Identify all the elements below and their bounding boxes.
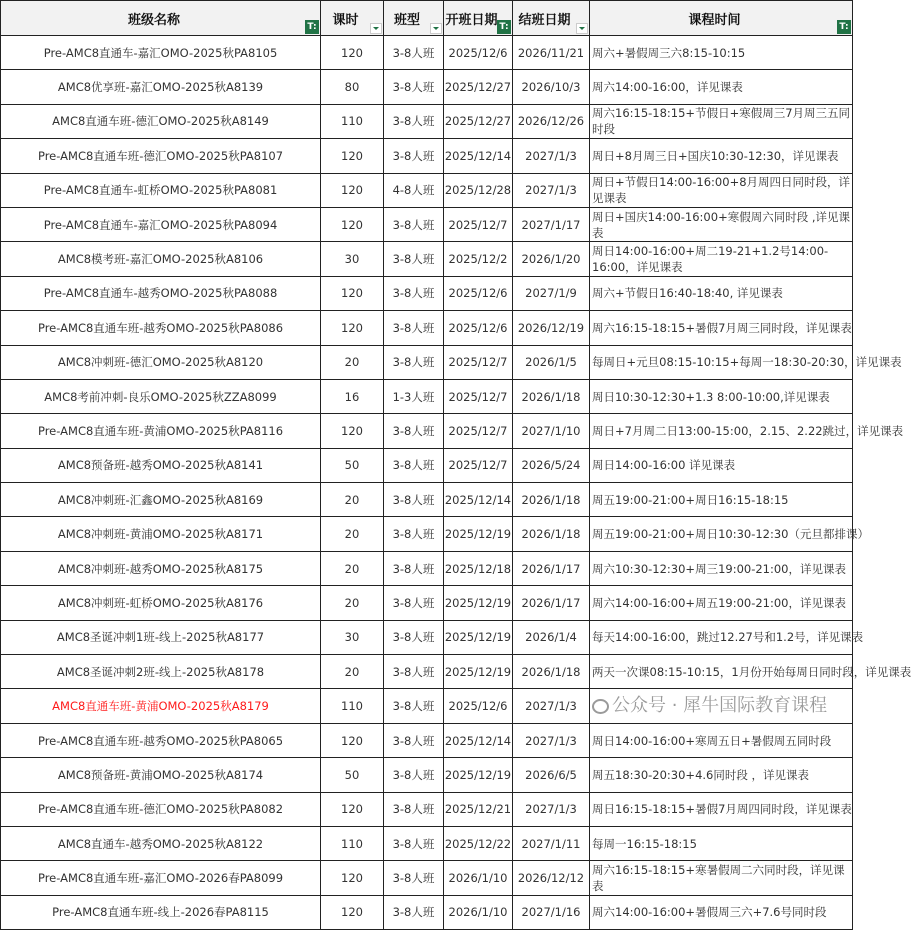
cell-start-date[interactable]: 2025/12/7 xyxy=(444,379,513,413)
cell-hours[interactable]: 120 xyxy=(321,723,384,757)
cell-schedule[interactable]: 周日10:30-12:30+1.3 8:00-10:00,详见课表 xyxy=(590,379,853,413)
cell-end-date[interactable]: 2026/12/26 xyxy=(513,104,590,138)
table-row xyxy=(1,792,853,826)
cell-hours[interactable]: 20 xyxy=(321,483,384,517)
cell-class-type[interactable]: 3-8人班 xyxy=(384,36,444,70)
cell-class-type[interactable]: 3-8人班 xyxy=(384,723,444,757)
cell-start-date[interactable]: 2026/1/10 xyxy=(444,861,513,895)
cell-hours[interactable]: 20 xyxy=(321,655,384,689)
cell-end-date[interactable]: 2026/1/18 xyxy=(513,655,590,689)
cell-start-date[interactable]: 2025/12/19 xyxy=(444,758,513,792)
cell-schedule[interactable]: 周日14:00-16:00 详见课表 xyxy=(590,448,853,482)
cell-class-name[interactable]: Pre-AMC8直通车-嘉汇OMO-2025秋PA8094 xyxy=(1,207,321,241)
cell-class-type[interactable]: 3-8人班 xyxy=(384,104,444,138)
cell-schedule[interactable]: 两天一次课08:15-10:15，1月份开始每周日同时段，详见课表 xyxy=(590,655,853,689)
cell-end-date[interactable]: 2026/5/24 xyxy=(513,448,590,482)
table-row xyxy=(1,483,853,517)
cell-class-name[interactable]: Pre-AMC8直通车-虹桥OMO-2025秋PA8081 xyxy=(1,173,321,207)
table-row xyxy=(1,139,853,173)
cell-hours[interactable]: 20 xyxy=(321,517,384,551)
cell-hours[interactable]: 110 xyxy=(321,104,384,138)
table-row xyxy=(1,758,853,792)
cell-schedule[interactable]: 每周一16:15-18:15 xyxy=(590,826,853,860)
cell-class-type[interactable]: 3-8人班 xyxy=(384,483,444,517)
cell-schedule[interactable]: 周六14:00-16:00+暑假周三六+7.6号同时段 xyxy=(590,895,853,929)
table-row xyxy=(1,655,853,689)
cell-class-type[interactable]: 3-8人班 xyxy=(384,517,444,551)
cell-schedule[interactable]: 周日+7月周二日13:00-15:00，2.15、2.22跳过，详见课表 xyxy=(590,414,853,448)
table-row xyxy=(1,517,853,551)
cell-class-type[interactable]: 3-8人班 xyxy=(384,586,444,620)
cell-start-date[interactable]: 2025/12/14 xyxy=(444,139,513,173)
table-row xyxy=(1,379,853,413)
cell-hours[interactable]: 120 xyxy=(321,895,384,929)
cell-class-name[interactable]: Pre-AMC8直通车班-越秀OMO-2025秋PA8065 xyxy=(1,723,321,757)
cell-schedule[interactable]: 周六16:15-18:15+寒暑假周二六同时段，详见课表 xyxy=(590,861,853,895)
cell-class-type[interactable]: 3-8人班 xyxy=(384,414,444,448)
cell-class-type[interactable]: 3-8人班 xyxy=(384,655,444,689)
cell-start-date[interactable]: 2025/12/7 xyxy=(444,448,513,482)
cell-class-name[interactable]: Pre-AMC8直通车班-线上-2026春PA8115 xyxy=(1,895,321,929)
watermark-text: 公众号 · 犀牛国际教育课程 xyxy=(612,695,828,717)
table-row xyxy=(1,620,853,654)
table-row xyxy=(1,104,853,138)
cell-class-type[interactable]: 1-3人班 xyxy=(384,379,444,413)
table-row xyxy=(1,895,853,929)
cell-end-date[interactable]: 2026/1/17 xyxy=(513,586,590,620)
cell-end-date[interactable]: 2026/1/5 xyxy=(513,345,590,379)
cell-class-type[interactable]: 3-8人班 xyxy=(384,895,444,929)
filter-active-icon[interactable]: T: xyxy=(837,20,851,34)
cell-start-date[interactable]: 2025/12/27 xyxy=(444,70,513,104)
cell-start-date[interactable]: 2025/12/2 xyxy=(444,242,513,276)
cell-class-type[interactable]: 3-8人班 xyxy=(384,758,444,792)
cell-end-date[interactable]: 2027/1/3 xyxy=(513,139,590,173)
cell-hours[interactable]: 110 xyxy=(321,689,384,723)
header-class-type[interactable] xyxy=(384,1,444,36)
cell-start-date[interactable]: 2025/12/7 xyxy=(444,207,513,241)
cell-start-date[interactable]: 2025/12/7 xyxy=(444,345,513,379)
cell-class-name[interactable]: Pre-AMC8直通车班-德汇OMO-2025秋PA8082 xyxy=(1,792,321,826)
cell-end-date[interactable]: 2026/1/17 xyxy=(513,551,590,585)
cell-start-date[interactable]: 2025/12/6 xyxy=(444,689,513,723)
cell-class-type[interactable]: 3-8人班 xyxy=(384,826,444,860)
filter-dropdown-icon[interactable] xyxy=(430,23,442,34)
cell-hours[interactable]: 110 xyxy=(321,826,384,860)
table-row xyxy=(1,276,853,310)
table-row xyxy=(1,311,853,345)
cell-start-date[interactable]: 2025/12/7 xyxy=(444,414,513,448)
header-label: 班型 xyxy=(393,12,420,28)
cell-end-date[interactable]: 2027/1/3 xyxy=(513,723,590,757)
cell-class-name[interactable]: AMC8直通车班-黄浦OMO-2025秋A8179 xyxy=(1,689,321,723)
cell-class-type[interactable]: 4-8人班 xyxy=(384,173,444,207)
cell-schedule[interactable]: 周六+节假日16:40-18:40, 详见课表 xyxy=(590,276,853,310)
wechat-icon xyxy=(592,699,609,714)
cell-hours[interactable]: 120 xyxy=(321,414,384,448)
table-row xyxy=(1,689,853,723)
cell-start-date[interactable]: 2025/12/21 xyxy=(444,792,513,826)
table-row xyxy=(1,70,853,104)
cell-class-name[interactable]: AMC8直通车班-德汇OMO-2025秋A8149 xyxy=(1,104,321,138)
cell-class-name[interactable]: Pre-AMC8直通车班-越秀OMO-2025秋PA8086 xyxy=(1,311,321,345)
header-label: 班级名称 xyxy=(127,12,180,28)
table-row xyxy=(1,36,853,70)
cell-end-date[interactable]: 2027/1/17 xyxy=(513,207,590,241)
cell-start-date[interactable]: 2025/12/19 xyxy=(444,655,513,689)
cell-schedule[interactable]: 周日+国庆14:00-16:00+寒假周六同时段 ,详见课表 xyxy=(590,207,853,241)
cell-end-date[interactable]: 2027/1/11 xyxy=(513,826,590,860)
cell-class-name[interactable]: Pre-AMC8直通车班-德汇OMO-2025秋PA8107 xyxy=(1,139,321,173)
cell-class-type[interactable]: 3-8人班 xyxy=(384,620,444,654)
cell-schedule[interactable] xyxy=(590,689,853,723)
cell-hours[interactable]: 30 xyxy=(321,242,384,276)
table-row xyxy=(1,345,853,379)
cell-class-name[interactable]: AMC8冲刺班-汇鑫OMO-2025秋A8169 xyxy=(1,483,321,517)
cell-class-type[interactable]: 3-8人班 xyxy=(384,861,444,895)
cell-hours[interactable]: 80 xyxy=(321,70,384,104)
cell-start-date[interactable]: 2025/12/27 xyxy=(444,104,513,138)
cell-class-name[interactable]: AMC8模考班-嘉汇OMO-2025秋A8106 xyxy=(1,242,321,276)
cell-schedule[interactable]: 周日14:00-16:00+寒周五日+暑假周五同时段 xyxy=(590,723,853,757)
cell-hours[interactable]: 120 xyxy=(321,861,384,895)
cell-class-type[interactable]: 3-8人班 xyxy=(384,70,444,104)
cell-hours[interactable]: 120 xyxy=(321,207,384,241)
cell-start-date[interactable]: 2025/12/19 xyxy=(444,586,513,620)
cell-schedule[interactable]: 周六10:30-12:30+周三19:00-21:00，详见课表 xyxy=(590,551,853,585)
cell-hours[interactable]: 20 xyxy=(321,586,384,620)
cell-hours[interactable]: 50 xyxy=(321,758,384,792)
header-start-date[interactable] xyxy=(444,1,513,36)
cell-schedule[interactable]: 周六16:15-18:15+节假日+寒假周三7月周三五同时段 xyxy=(590,104,853,138)
cell-class-name[interactable]: AMC8预备班-黄浦OMO-2025秋A8174 xyxy=(1,758,321,792)
cell-start-date[interactable]: 2025/12/6 xyxy=(444,276,513,310)
cell-class-name[interactable]: AMC8冲刺班-德汇OMO-2025秋A8120 xyxy=(1,345,321,379)
header-schedule[interactable] xyxy=(590,1,853,36)
header-row xyxy=(1,1,853,36)
cell-start-date[interactable]: 2025/12/19 xyxy=(444,620,513,654)
cell-end-date[interactable]: 2026/1/18 xyxy=(513,379,590,413)
cell-class-name[interactable]: Pre-AMC8直通车班-嘉汇OMO-2026春PA8099 xyxy=(1,861,321,895)
header-label: 开班日期 xyxy=(445,12,498,28)
cell-schedule[interactable]: 周六14:00-16:00，详见课表 xyxy=(590,70,853,104)
cell-class-name[interactable]: AMC8冲刺班-虹桥OMO-2025秋A8176 xyxy=(1,586,321,620)
cell-class-type[interactable]: 3-8人班 xyxy=(384,689,444,723)
cell-class-name[interactable]: AMC8冲刺班-黄浦OMO-2025秋A8171 xyxy=(1,517,321,551)
cell-class-name[interactable]: AMC8冲刺班-越秀OMO-2025秋A8175 xyxy=(1,551,321,585)
filter-dropdown-icon[interactable] xyxy=(370,23,382,34)
header-class-name[interactable] xyxy=(1,1,321,36)
cell-class-type[interactable]: 3-8人班 xyxy=(384,551,444,585)
cell-schedule[interactable]: 每天14:00-16:00，跳过12.27号和1.2号，详见课表 xyxy=(590,620,853,654)
cell-class-type[interactable]: 3-8人班 xyxy=(384,242,444,276)
header-label: 结班日期 xyxy=(518,12,571,28)
cell-start-date[interactable]: 2025/12/6 xyxy=(444,311,513,345)
cell-end-date[interactable]: 2027/1/3 xyxy=(513,173,590,207)
cell-schedule[interactable]: 周六14:00-16:00+周五19:00-21:00，详见课表 xyxy=(590,586,853,620)
table-row xyxy=(1,242,853,276)
cell-start-date[interactable]: 2025/12/19 xyxy=(444,517,513,551)
cell-hours[interactable]: 120 xyxy=(321,792,384,826)
header-label: 课程时间 xyxy=(688,12,741,28)
cell-hours[interactable]: 20 xyxy=(321,345,384,379)
table-row xyxy=(1,173,853,207)
cell-schedule[interactable]: 每周日+元旦08:15-10:15+每周一18:30-20:30，详见课表 xyxy=(590,345,853,379)
cell-schedule[interactable]: 周日+8月周三日+国庆10:30-12:30，详见课表 xyxy=(590,139,853,173)
cell-end-date[interactable]: 2026/10/3 xyxy=(513,70,590,104)
table-row xyxy=(1,448,853,482)
cell-end-date[interactable]: 2026/11/21 xyxy=(513,36,590,70)
cell-class-name[interactable]: Pre-AMC8直通车-嘉汇OMO-2025秋PA8105 xyxy=(1,36,321,70)
cell-class-name[interactable]: AMC8预备班-越秀OMO-2025秋A8141 xyxy=(1,448,321,482)
cell-start-date[interactable]: 2025/12/14 xyxy=(444,723,513,757)
cell-class-name[interactable]: AMC8考前冲刺-良乐OMO-2025秋ZZA8099 xyxy=(1,379,321,413)
cell-class-name[interactable]: AMC8圣诞冲刺2班-线上-2025秋A8178 xyxy=(1,655,321,689)
cell-start-date[interactable]: 2025/12/22 xyxy=(444,826,513,860)
cell-start-date[interactable]: 2025/12/14 xyxy=(444,483,513,517)
cell-end-date[interactable]: 2026/1/18 xyxy=(513,517,590,551)
cell-start-date[interactable]: 2025/12/28 xyxy=(444,173,513,207)
cell-start-date[interactable]: 2025/12/6 xyxy=(444,36,513,70)
cell-end-date[interactable]: 2026/12/19 xyxy=(513,311,590,345)
cell-schedule[interactable]: 周六+暑假周三六8:15-10:15 xyxy=(590,36,853,70)
cell-hours[interactable]: 120 xyxy=(321,173,384,207)
header-hours[interactable] xyxy=(321,1,384,36)
cell-class-name[interactable]: AMC8优享班-嘉汇OMO-2025秋A8139 xyxy=(1,70,321,104)
cell-schedule[interactable]: 周日+节假日14:00-16:00+8月周四日同时段，详见课表 xyxy=(590,173,853,207)
cell-class-type[interactable]: 3-8人班 xyxy=(384,792,444,826)
cell-class-name[interactable]: AMC8直通车-越秀OMO-2025秋A8122 xyxy=(1,826,321,860)
table-row xyxy=(1,414,853,448)
cell-class-type[interactable]: 3-8人班 xyxy=(384,276,444,310)
filter-active-icon[interactable]: T: xyxy=(305,20,319,34)
cell-end-date[interactable]: 2027/1/3 xyxy=(513,792,590,826)
cell-hours[interactable]: 120 xyxy=(321,276,384,310)
filter-dropdown-icon[interactable] xyxy=(576,23,588,34)
table-row xyxy=(1,861,853,895)
cell-class-type[interactable]: 3-8人班 xyxy=(384,448,444,482)
cell-schedule[interactable]: 周五18:30-20:30+4.6同时段 ，详见课表 xyxy=(590,758,853,792)
cell-hours[interactable]: 50 xyxy=(321,448,384,482)
cell-class-name[interactable]: Pre-AMC8直通车-越秀OMO-2025秋PA8088 xyxy=(1,276,321,310)
table-row xyxy=(1,551,853,585)
cell-class-type[interactable]: 3-8人班 xyxy=(384,345,444,379)
cell-end-date[interactable]: 2027/1/10 xyxy=(513,414,590,448)
cell-class-type[interactable]: 3-8人班 xyxy=(384,207,444,241)
cell-hours[interactable]: 30 xyxy=(321,620,384,654)
cell-end-date[interactable]: 2027/1/3 xyxy=(513,689,590,723)
cell-end-date[interactable]: 2026/6/5 xyxy=(513,758,590,792)
cell-class-name[interactable]: AMC8圣诞冲刺1班-线上-2025秋A8177 xyxy=(1,620,321,654)
cell-end-date[interactable]: 2026/1/18 xyxy=(513,483,590,517)
cell-end-date[interactable]: 2027/1/16 xyxy=(513,895,590,929)
cell-hours[interactable]: 16 xyxy=(321,379,384,413)
cell-end-date[interactable]: 2026/1/4 xyxy=(513,620,590,654)
cell-start-date[interactable]: 2025/12/18 xyxy=(444,551,513,585)
cell-hours[interactable]: 120 xyxy=(321,311,384,345)
watermark xyxy=(592,696,852,716)
cell-hours[interactable]: 120 xyxy=(321,139,384,173)
filter-active-icon[interactable]: T: xyxy=(497,20,511,34)
cell-schedule[interactable]: 周日14:00-16:00+周二19-21+1.2号14:00-16:00，详见课表 xyxy=(590,242,853,276)
cell-schedule[interactable]: 周五19:00-21:00+周日16:15-18:15 xyxy=(590,483,853,517)
cell-end-date[interactable]: 2026/1/20 xyxy=(513,242,590,276)
table-row xyxy=(1,723,853,757)
header-end-date[interactable] xyxy=(513,1,590,36)
header-label: 课时 xyxy=(332,12,359,28)
cell-end-date[interactable]: 2027/1/9 xyxy=(513,276,590,310)
cell-schedule[interactable]: 周六16:15-18:15+暑假7月周三同时段，详见课表 xyxy=(590,311,853,345)
cell-class-type[interactable]: 3-8人班 xyxy=(384,311,444,345)
table-row xyxy=(1,207,853,241)
cell-hours[interactable]: 20 xyxy=(321,551,384,585)
cell-class-name[interactable]: Pre-AMC8直通车班-黄浦OMO-2025秋PA8116 xyxy=(1,414,321,448)
table-row xyxy=(1,586,853,620)
cell-end-date[interactable]: 2026/12/12 xyxy=(513,861,590,895)
cell-schedule[interactable]: 周五19:00-21:00+周日10:30-12:30（元旦都排课） xyxy=(590,517,853,551)
table-row xyxy=(1,826,853,860)
cell-schedule[interactable]: 周日16:15-18:15+暑假7月周四同时段，详见课表 xyxy=(590,792,853,826)
cell-start-date[interactable]: 2026/1/10 xyxy=(444,895,513,929)
cell-class-type[interactable]: 3-8人班 xyxy=(384,139,444,173)
cell-hours[interactable]: 120 xyxy=(321,36,384,70)
